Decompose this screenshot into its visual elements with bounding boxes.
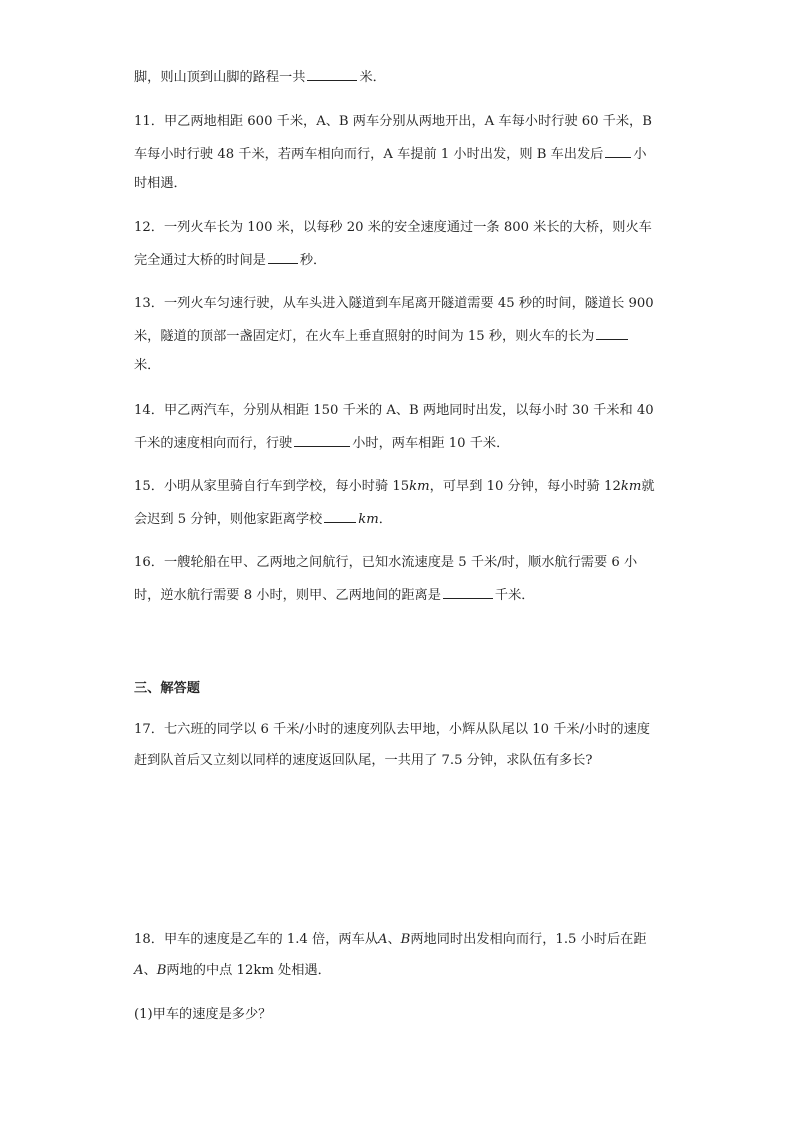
q15-text-pre: 会迟到 5 分钟，则他家距离学校 xyxy=(134,512,323,527)
q18-text-b: 、 xyxy=(387,932,401,947)
q10-text-post: 米． xyxy=(359,70,386,85)
q16-text-pre: 时，逆水航行需要 8 小时，则甲、乙两地间的距离是 xyxy=(134,588,441,603)
question-16-line-2 xyxy=(134,584,534,606)
q10-answer-blank[interactable] xyxy=(307,66,357,81)
q13-answer-blank[interactable] xyxy=(596,325,628,340)
question-11-line-3: 时相遇． xyxy=(134,176,187,191)
q11-text-post: 小 xyxy=(633,147,647,162)
q15-unit-km-1: km xyxy=(409,479,430,494)
q15-text-c: 就 xyxy=(641,479,655,494)
question-14-line-1: 14．甲乙两汽车，分别从相距 150 千米的 A、B 两地同时出发，以每小时 30 千米和 40 xyxy=(134,403,654,418)
question-14-line-2 xyxy=(134,432,509,454)
question-11-line-2 xyxy=(134,143,647,165)
question-17-line-2: 赶到队首后又立刻以同样的速度返回队尾，一共用了 7.5 分钟，求队伍有多长? xyxy=(134,753,593,768)
question-16-line-1: 16．一艘轮船在甲、乙两地之间航行，已知水流速度是 5 千米/时，顺水航行需要 6 小 xyxy=(134,555,638,570)
q16-text-post: 千米． xyxy=(494,588,535,603)
question-18-line-1 xyxy=(134,930,647,950)
q14-text-pre: 千米的速度相向而行，行驶 xyxy=(134,436,293,451)
q15-answer-blank[interactable] xyxy=(324,508,356,523)
question-11-line-1: 11．甲乙两地相距 600 千米，A、B 两车分别从两地开出，A 车每小时行驶 60 千米，B xyxy=(134,114,652,129)
q18-text-a: 18．甲车的速度是乙车的 1.4 倍，两车从 xyxy=(134,932,378,947)
q12-text-post: 秒． xyxy=(299,253,327,268)
q15-text-post: ． xyxy=(378,512,392,527)
q13-text-pre: 米，隧道的顶部一盏固定灯，在火车上垂直照射的时间为 15 秒，则火车的长为 xyxy=(134,329,595,344)
question-13-line-1: 13．一列火车匀速行驶，从车头进入隧道到车尾离开隧道需要 45 秒的时间，隧道长 900 xyxy=(134,296,654,311)
q18-point-a-2: A xyxy=(134,963,144,978)
q14-answer-blank[interactable] xyxy=(294,432,350,447)
q12-text-pre: 完全通过大桥的时间是 xyxy=(134,253,266,268)
q11-answer-blank[interactable] xyxy=(605,143,631,158)
q18-text-l2a: 、 xyxy=(143,963,157,978)
question-10-tail xyxy=(134,66,386,88)
question-15-line-1 xyxy=(134,477,655,497)
question-12-line-2 xyxy=(134,249,326,271)
q15-text-a: 15．小明从家里骑自行车到学校，每小时骑 15 xyxy=(134,479,410,494)
question-18-sub-1: (1)甲车的速度是多少？ xyxy=(134,1007,272,1022)
q16-answer-blank[interactable] xyxy=(443,584,493,599)
q18-point-a: A xyxy=(377,932,388,947)
q18-point-b: B xyxy=(400,932,411,947)
question-18-line-2 xyxy=(134,961,331,981)
q18-point-b-2: B xyxy=(156,963,167,978)
q14-text-post: 小时，两车相距 10 千米． xyxy=(352,436,510,451)
q15-unit-km-2: km xyxy=(620,479,642,494)
q18-text-l2b: 两地的中点 12km 处相遇． xyxy=(166,963,331,978)
section-heading-answer-questions: 三、解答题 xyxy=(134,681,200,696)
question-13-line-2 xyxy=(134,325,630,347)
q15-unit-km-3: km xyxy=(358,512,379,527)
question-13-line-3: 米． xyxy=(134,358,161,373)
question-12-line-1: 12．一列火车长为 100 米，以每秒 20 米的安全速度通过一条 800 米长的大桥，则火车 xyxy=(134,220,652,235)
q18-text-c: 两地同时出发相向而行，1.5 小时后在距 xyxy=(410,932,647,947)
question-17-line-1: 17．七六班的同学以 6 千米/小时的速度列队去甲地，小辉从队尾以 10 千米/小时的速度 xyxy=(134,722,650,737)
q10-text-pre: 脚，则山顶到山脚的路程一共 xyxy=(134,70,306,85)
q12-answer-blank[interactable] xyxy=(268,249,298,264)
question-15-line-2 xyxy=(134,508,392,530)
q15-text-b: ，可早到 10 分钟，每小时骑 12 xyxy=(429,479,621,494)
q11-text-pre: 车每小时行驶 48 千米，若两车相向而行，A 车提前 1 小时出发，则 B 车出发后 xyxy=(134,147,604,162)
